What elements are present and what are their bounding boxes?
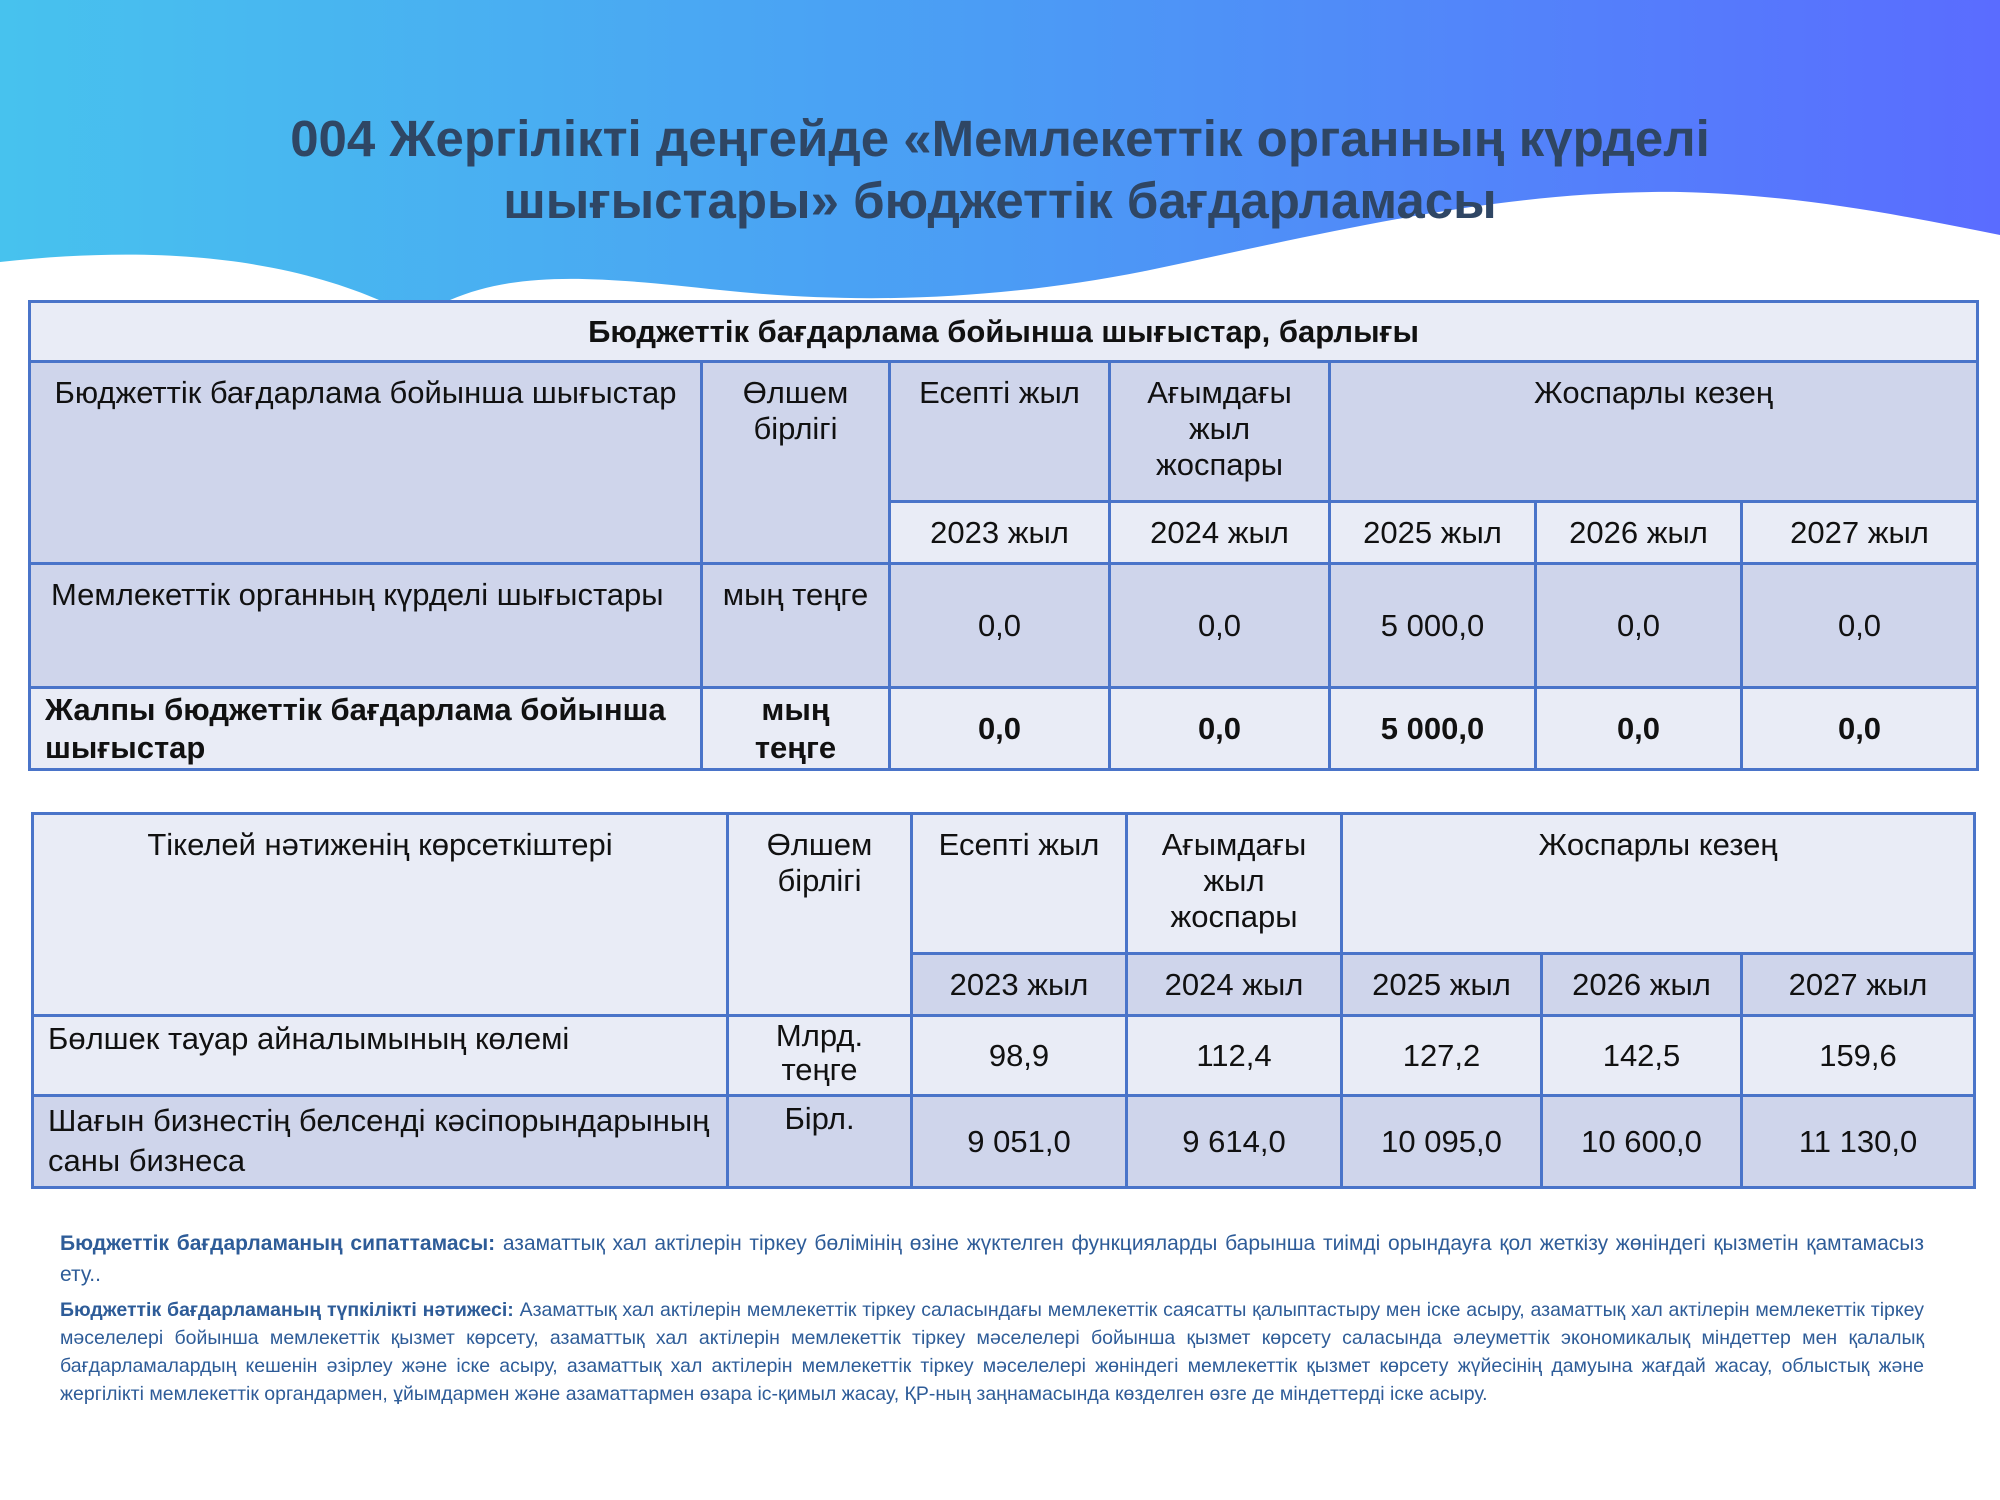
expenses-table bbox=[28, 300, 1979, 771]
row-value: 0,0 bbox=[1110, 564, 1330, 688]
row-value: 0,0 bbox=[890, 564, 1110, 688]
program-final-result-label: Бюджеттік бағдарламаның түпкілікті нәтижесі: bbox=[60, 1299, 514, 1321]
row-value: 9 614,0 bbox=[1127, 1096, 1342, 1188]
header-year: 2024 жыл bbox=[1110, 502, 1330, 564]
header-report-year: Есепті жыл bbox=[890, 362, 1110, 502]
row-value: 112,4 bbox=[1127, 1016, 1342, 1096]
row-value: 0,0 bbox=[1110, 688, 1330, 770]
row-name: Жалпы бюджеттік бағдарлама бойынша шығыстар bbox=[30, 688, 702, 770]
program-description-text: азаматтық хал актілерін тіркеу бөлімінің өзіне жүктелген функцияларды барынша тиімді орындауға қол жеткізу жөніндегі қызметін қамтамасыз ету.. bbox=[60, 1232, 1924, 1286]
program-description bbox=[60, 1228, 1924, 1290]
row-name: Шағын бизнестің белсенді кәсіпорындарының саны бизнеса bbox=[33, 1096, 728, 1188]
header-current-year-plan: Ағымдағы жыл жоспары bbox=[1110, 362, 1330, 502]
header-unit: Өлшем бірлігі bbox=[728, 814, 912, 1016]
header-planned-period: Жоспарлы кезең bbox=[1342, 814, 1975, 954]
program-description-block bbox=[60, 1228, 1924, 1408]
header-year: 2023 жыл bbox=[890, 502, 1110, 564]
row-value: 11 130,0 bbox=[1742, 1096, 1975, 1188]
header-year: 2024 жыл bbox=[1127, 954, 1342, 1016]
program-description-label: Бюджеттік бағдарламаның сипаттамасы: bbox=[60, 1232, 496, 1255]
row-value: 0,0 bbox=[1742, 688, 1978, 770]
program-final-result bbox=[60, 1296, 1924, 1408]
row-unit: мың теңге bbox=[702, 688, 890, 770]
header-unit: Өлшем бірлігі bbox=[702, 362, 890, 564]
table-row-total bbox=[30, 688, 1978, 770]
row-value: 10 095,0 bbox=[1342, 1096, 1542, 1188]
header-year: 2026 жыл bbox=[1542, 954, 1742, 1016]
header-indicators: Тікелей нәтиженің көрсеткіштері bbox=[33, 814, 728, 1016]
header-year: 2026 жыл bbox=[1536, 502, 1742, 564]
row-unit: Бірл. bbox=[728, 1096, 912, 1188]
page-title bbox=[0, 108, 2000, 232]
row-name: Мемлекеттік органның күрделі шығыстары bbox=[30, 564, 702, 688]
row-value: 10 600,0 bbox=[1542, 1096, 1742, 1188]
direct-results-table bbox=[31, 812, 1976, 1189]
program-final-result-text: Азаматтық хал актілерін мемлекеттік тіркеу саласындағы мемлекеттік саясатты қалыптастыру мен іске асыру, азаматтық хал актілерін мемлекеттік тіркеу мәселелері бойынша мемлекеттік қызмет көрсету, азаматтық хал актілерін мемлекеттік тіркеу мәселелері бойынша қызмет көрсету саласында әлеуметтік экономикалық міндеттер мен қалалық бағдарламалардың кешенін әзірлеу және іске асыру, азаматтық хал актілерін мемлекеттік тіркеу мәселелері жөніндегі мемлекеттік қызмет көрсету жүйесінің дамуына жағдай жасау, облыстық және жергілікті мемлекеттік органдармен, ұйымдармен және азаматтармен өзара іс-қимыл жасау, ҚР-ның заңнамасында көзделген өзге де міндеттерді іске асыру. bbox=[60, 1299, 1924, 1405]
header-year: 2027 жыл bbox=[1742, 954, 1975, 1016]
table-row bbox=[33, 1096, 1975, 1188]
header-year: 2027 жыл bbox=[1742, 502, 1978, 564]
header-year: 2025 жыл bbox=[1342, 954, 1542, 1016]
row-unit: мың теңге bbox=[702, 564, 890, 688]
row-value: 159,6 bbox=[1742, 1016, 1975, 1096]
row-value: 0,0 bbox=[1742, 564, 1978, 688]
row-value: 5 000,0 bbox=[1330, 688, 1536, 770]
row-value: 0,0 bbox=[890, 688, 1110, 770]
expenses-table-caption: Бюджеттік бағдарлама бойынша шығыстар, барлығы bbox=[30, 302, 1978, 362]
page-title-line-2: шығыстары» бюджеттік бағдарламасы bbox=[503, 172, 1497, 229]
page-title-line-1: 004 Жергілікті деңгейде «Мемлекеттік органның күрделі bbox=[290, 110, 1710, 167]
header-year: 2025 жыл bbox=[1330, 502, 1536, 564]
row-unit: Млрд. теңге bbox=[728, 1016, 912, 1096]
row-value: 0,0 bbox=[1536, 564, 1742, 688]
table-row bbox=[33, 1016, 1975, 1096]
table-row bbox=[30, 564, 1978, 688]
row-value: 127,2 bbox=[1342, 1016, 1542, 1096]
row-value: 0,0 bbox=[1536, 688, 1742, 770]
header-report-year: Есепті жыл bbox=[912, 814, 1127, 954]
header-year: 2023 жыл bbox=[912, 954, 1127, 1016]
row-value: 98,9 bbox=[912, 1016, 1127, 1096]
row-value: 5 000,0 bbox=[1330, 564, 1536, 688]
row-value: 142,5 bbox=[1542, 1016, 1742, 1096]
row-value: 9 051,0 bbox=[912, 1096, 1127, 1188]
row-name: Бөлшек тауар айналымының көлемі bbox=[33, 1016, 728, 1096]
header-current-year-plan: Ағымдағы жыл жоспары bbox=[1127, 814, 1342, 954]
header-expenses-name: Бюджеттік бағдарлама бойынша шығыстар bbox=[30, 362, 702, 564]
header-planned-period: Жоспарлы кезең bbox=[1330, 362, 1978, 502]
